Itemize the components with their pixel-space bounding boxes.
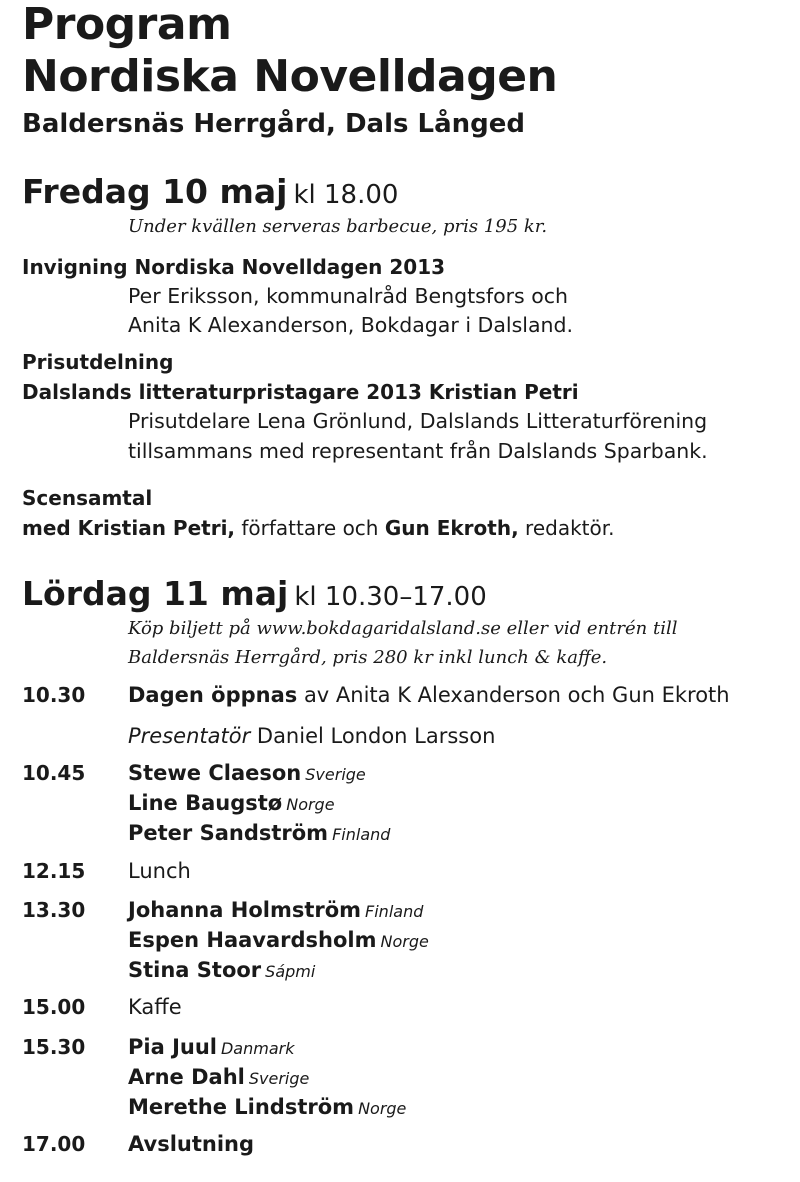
schedule-item-closing [128,1129,254,1159]
venue-subtitle: Baldersnäs Herrgård, Dals Långed [22,109,526,139]
schedule-item-presenter [128,721,495,751]
author-country: Sápmi [265,962,316,981]
author-name: Espen Haavardsholm [128,928,377,952]
author-name: Merethe Lindström [128,1095,355,1119]
schedule-author [128,1092,406,1124]
opening-line-1: Per Eriksson, kommunalråd Bengtsfors och [128,284,569,308]
prize-winner-heading: Dalslands litteraturpristagare 2013 Kristian Petri [22,380,579,404]
prize-line-2: tillsammans med representant från Dalslands Sparbank. [128,439,708,463]
schedule-author [128,1062,309,1094]
author-country: Danmark [220,1039,295,1058]
author-name: Line Baugstø [128,791,283,815]
saturday-time: kl 10.30–17.00 [294,582,487,612]
talk-heading: Scensamtal [22,486,153,510]
schedule-time: 15.00 [22,995,86,1019]
schedule-item-lunch: Lunch [128,859,191,883]
author-country: Norge [358,1099,407,1118]
opening-hosts: av Anita K Alexanderson och Gun Ekroth [297,683,730,707]
author-name: Peter Sandström [128,821,329,845]
schedule-author [128,955,315,987]
presenter-label: Presentatör [128,724,251,748]
author-country: Norge [380,932,429,951]
schedule-time: 13.30 [22,898,86,922]
schedule-author [128,758,366,790]
author-name: Arne Dahl [128,1065,245,1089]
author-country: Finland [365,902,424,921]
schedule-item-opening [128,680,730,710]
prize-heading: Prisutdelning [22,350,174,374]
talk-role-1: författare och [235,516,385,540]
opening-label: Dagen öppnas [128,683,298,707]
schedule-time: 10.30 [22,683,86,707]
schedule-item-coffee: Kaffe [128,995,182,1019]
schedule-author [128,925,429,957]
schedule-time: 15.30 [22,1035,86,1059]
talk-guest-2: Gun Ekroth, [384,516,519,540]
prize-line-1: Prisutdelare Lena Grönlund, Dalslands Litteraturförening [128,409,708,433]
schedule-time: 17.00 [22,1132,86,1156]
saturday-note-line-1: Köp biljett på www.bokdagaridalsland.se eller vid entrén till [128,618,678,639]
schedule-author [128,895,423,927]
friday-day: Fredag 10 maj [22,172,288,211]
saturday-note-line-2: Baldersnäs Herrgård, pris 280 kr inkl lunch & kaffe. [128,647,608,668]
author-name: Stina Stoor [128,958,262,982]
talk-role-2: redaktör. [518,516,615,540]
page-title-line1: Program [22,0,232,50]
author-country: Norge [286,795,335,814]
friday-note: Under kvällen serveras barbecue, pris 195 kr. [128,216,548,237]
author-name: Pia Juul [128,1035,217,1059]
friday-heading [22,172,398,215]
talk-description [22,514,614,542]
author-country: Finland [332,825,391,844]
schedule-author [128,818,390,850]
opening-line-2: Anita K Alexanderson, Bokdagar i Dalsland. [128,313,574,337]
author-name: Johanna Holmström [128,898,362,922]
schedule-author [128,1032,294,1064]
friday-time: kl 18.00 [293,180,399,210]
author-name: Stewe Claeson [128,761,302,785]
schedule-author [128,788,335,820]
schedule-time: 12.15 [22,859,86,883]
opening-heading: Invigning Nordiska Novelldagen 2013 [22,255,446,279]
saturday-day: Lördag 11 maj [22,574,289,613]
page-title-line2: Nordiska Novelldagen [22,51,558,102]
presenter-name: Daniel London Larsson [250,724,496,748]
schedule-time: 10.45 [22,761,86,785]
author-country: Sverige [248,1069,310,1088]
talk-guest-1: med Kristian Petri, [22,516,236,540]
closing-label: Avslutning [128,1132,255,1156]
author-country: Sverige [305,765,366,784]
saturday-heading [22,574,487,617]
